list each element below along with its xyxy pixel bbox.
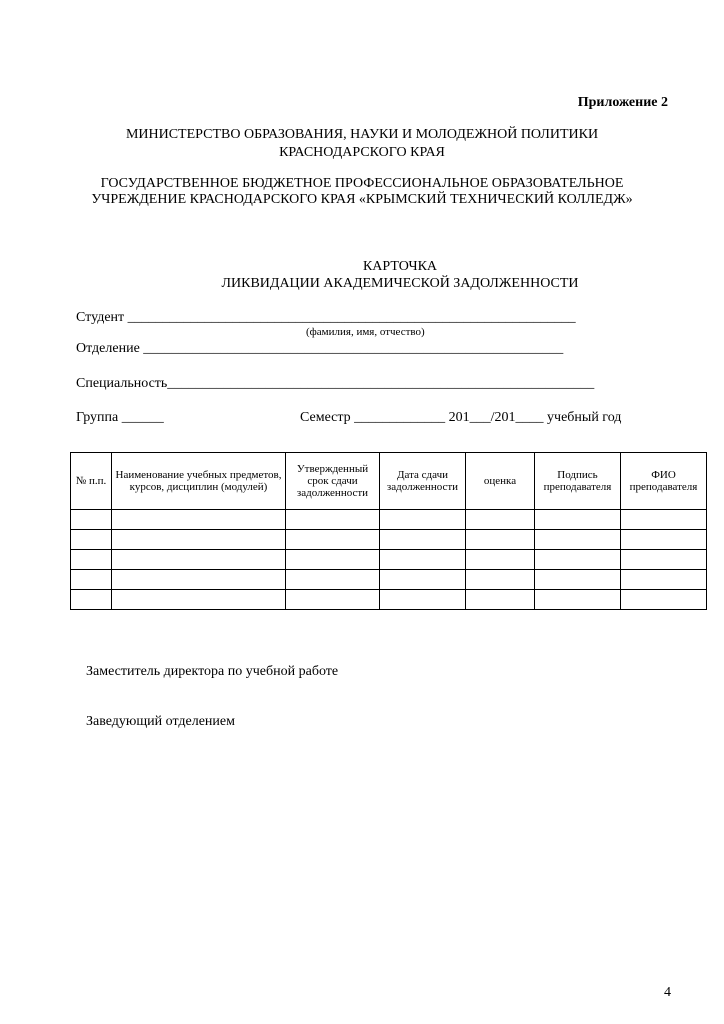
table-cell (112, 510, 286, 530)
student-field: Студент ________________________________________________________________ (76, 310, 576, 325)
table-cell (286, 530, 380, 550)
appendix-label: Приложение 2 (577, 95, 668, 110)
table-cell (466, 510, 535, 530)
table-cell (466, 530, 535, 550)
table-cell (71, 550, 112, 570)
table-cell (112, 590, 286, 610)
table-cell (621, 550, 707, 570)
header-number: № п.п. (71, 453, 112, 510)
table-cell (112, 530, 286, 550)
table-cell (621, 530, 707, 550)
table-cell (621, 510, 707, 530)
table-cell (466, 550, 535, 570)
table-row (71, 550, 707, 570)
table-cell (286, 570, 380, 590)
specialty-field: Специальность_____________________________________________________________ (76, 376, 595, 391)
ministry-line-2: КРАСНОДАРСКОГО КРАЯ (279, 145, 445, 160)
table-row (71, 530, 707, 550)
header-teacher-name: ФИО преподавателя (621, 453, 707, 510)
ministry-line-1: МИНИСТЕРСТВО ОБРАЗОВАНИЯ, НАУКИ И МОЛОДЕЖНОЙ ПОЛИТИКИ (125, 127, 599, 142)
header-subject: Наименование учебных предметов, курсов, дисциплин (модулей) (112, 453, 286, 510)
table-row (71, 590, 707, 610)
department-field: Отделение ____________________________________________________________ (76, 341, 564, 356)
student-field-hint: (фамилия, имя, отчество) (306, 326, 425, 338)
table-cell (112, 570, 286, 590)
page-number: 4 (664, 985, 671, 1000)
table-cell (621, 590, 707, 610)
table-cell (535, 510, 621, 530)
group-field: Группа ______ (76, 410, 164, 425)
table-cell (380, 570, 466, 590)
table-cell (286, 510, 380, 530)
college-line-1: ГОСУДАРСТВЕННОЕ БЮДЖЕТНОЕ ПРОФЕССИОНАЛЬНОЕ ОБРАЗОВАТЕЛЬНОЕ (100, 176, 624, 191)
table-cell (71, 510, 112, 530)
department-head-signature: Заведующий отделением (86, 714, 235, 729)
table-cell (535, 590, 621, 610)
table-cell (466, 590, 535, 610)
table-cell (71, 570, 112, 590)
table-cell (71, 530, 112, 550)
table-cell (112, 550, 286, 570)
debt-table (70, 452, 707, 610)
deputy-director-signature: Заместитель директора по учебной работе (86, 664, 339, 679)
table-cell (621, 570, 707, 590)
table-cell (466, 570, 535, 590)
table-header-row (71, 453, 707, 510)
table-row (71, 510, 707, 530)
table-cell (535, 530, 621, 550)
table-cell (71, 590, 112, 610)
table-cell (380, 530, 466, 550)
table-cell (380, 590, 466, 610)
table-cell (380, 550, 466, 570)
header-grade: оценка (466, 453, 535, 510)
table-cell (286, 590, 380, 610)
card-title-line-1: КАРТОЧКА (362, 259, 438, 274)
table-cell (286, 550, 380, 570)
table-row (71, 570, 707, 590)
card-title-line-2: ЛИКВИДАЦИИ АКАДЕМИЧЕСКОЙ ЗАДОЛЖЕННОСТИ (221, 276, 579, 291)
table-cell (380, 510, 466, 530)
table-cell (535, 570, 621, 590)
semester-field: Семестр _____________ 201___/201____ учебный год (300, 410, 622, 425)
table-cell (535, 550, 621, 570)
header-signature: Подпись преподавателя (535, 453, 621, 510)
college-line-2: УЧРЕЖДЕНИЕ КРАСНОДАРСКОГО КРАЯ «КРЫМСКИЙ ТЕХНИЧЕСКИЙ КОЛЛЕДЖ» (91, 192, 633, 207)
header-date: Дата сдачи задолженности (380, 453, 466, 510)
header-deadline: Утвержденный срок сдачи задолженности (286, 453, 380, 510)
